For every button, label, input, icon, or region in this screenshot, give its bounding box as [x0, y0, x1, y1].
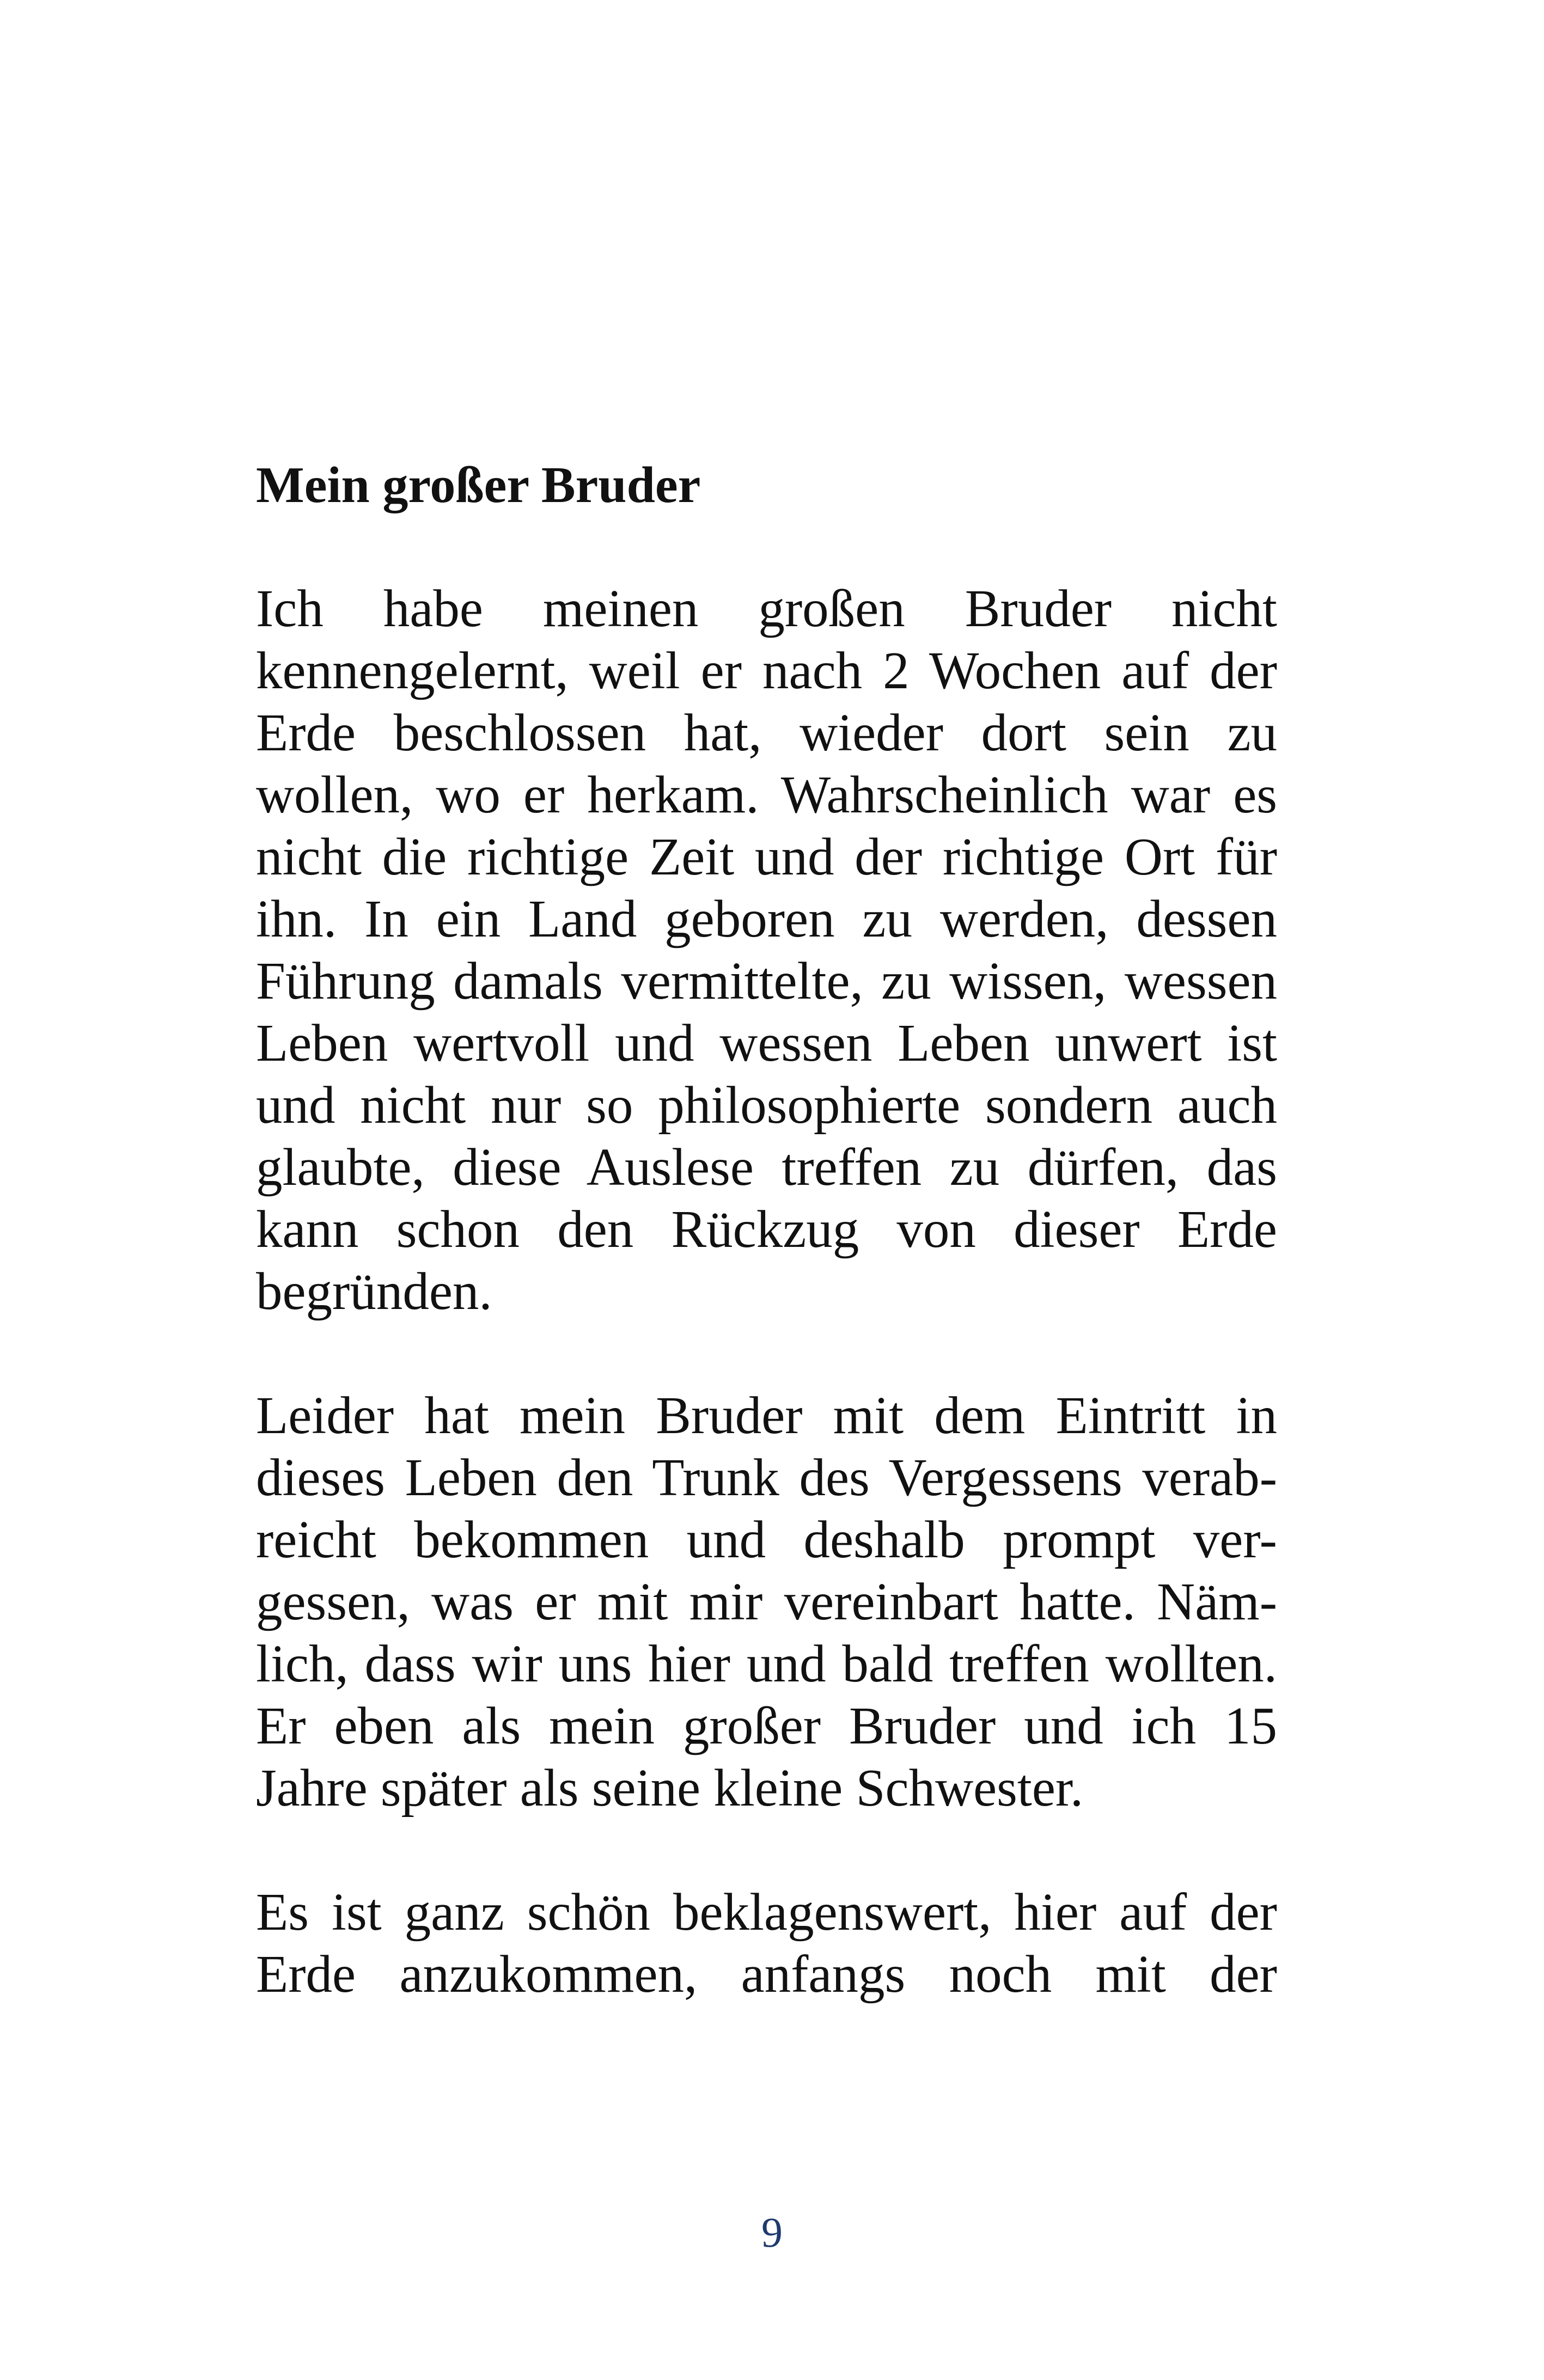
- text-line: Erde beschlossen hat, wieder dort sein zu: [256, 703, 1277, 762]
- text-line: Leben wertvoll und wessen Leben unwert ist: [256, 1014, 1277, 1072]
- text-line: Führung damals vermittelte, zu wissen, wessen: [256, 952, 1277, 1010]
- text-line: wollen, wo er herkam. Wahrscheinlich war es: [256, 766, 1277, 824]
- page-number: 9: [761, 2208, 783, 2256]
- text-line: nicht die richtige Zeit und der richtige Ort für: [256, 828, 1277, 886]
- text-line: reicht bekommen und deshalb prompt ver-: [256, 1510, 1277, 1569]
- paragraph-3: [256, 1881, 1277, 2005]
- text-line: ihn. In ein Land geboren zu werden, dessen: [256, 890, 1277, 948]
- paragraph-2: [256, 1385, 1277, 1819]
- paragraph-1: [256, 578, 1277, 1323]
- text-line: und nicht nur so philosophierte sondern auch: [256, 1076, 1277, 1134]
- text-line: kennengelernt, weil er nach 2 Wochen auf der: [256, 641, 1277, 700]
- text-line: glaubte, diese Auslese treffen zu dürfen, das: [256, 1138, 1277, 1196]
- text-line: gessen, was er mit mir vereinbart hatte. Näm-: [256, 1573, 1277, 1631]
- text-line: Erde anzukommen, anfangs noch mit der: [256, 1945, 1277, 2003]
- text-line: Es ist ganz schön beklagenswert, hier auf der: [256, 1883, 1277, 1941]
- text-line: Leider hat mein Bruder mit dem Eintritt in: [256, 1386, 1277, 1445]
- text-line: dieses Leben den Trunk des Vergessens verab-: [256, 1448, 1277, 1507]
- text-line: begründen.: [256, 1262, 492, 1320]
- text-line: kann schon den Rückzug von dieser Erde: [256, 1200, 1277, 1258]
- text-line: lich, dass wir uns hier und bald treffen wollten.: [256, 1635, 1277, 1693]
- chapter-title: Mein großer Bruder: [256, 457, 701, 513]
- text-block: [256, 455, 1277, 2067]
- text-line: Ich habe meinen großen Bruder nicht: [256, 579, 1277, 638]
- text-line: Er eben als mein großer Bruder und ich 15: [256, 1697, 1277, 1755]
- text-line: Jahre später als seine kleine Schwester.: [256, 1759, 1084, 1817]
